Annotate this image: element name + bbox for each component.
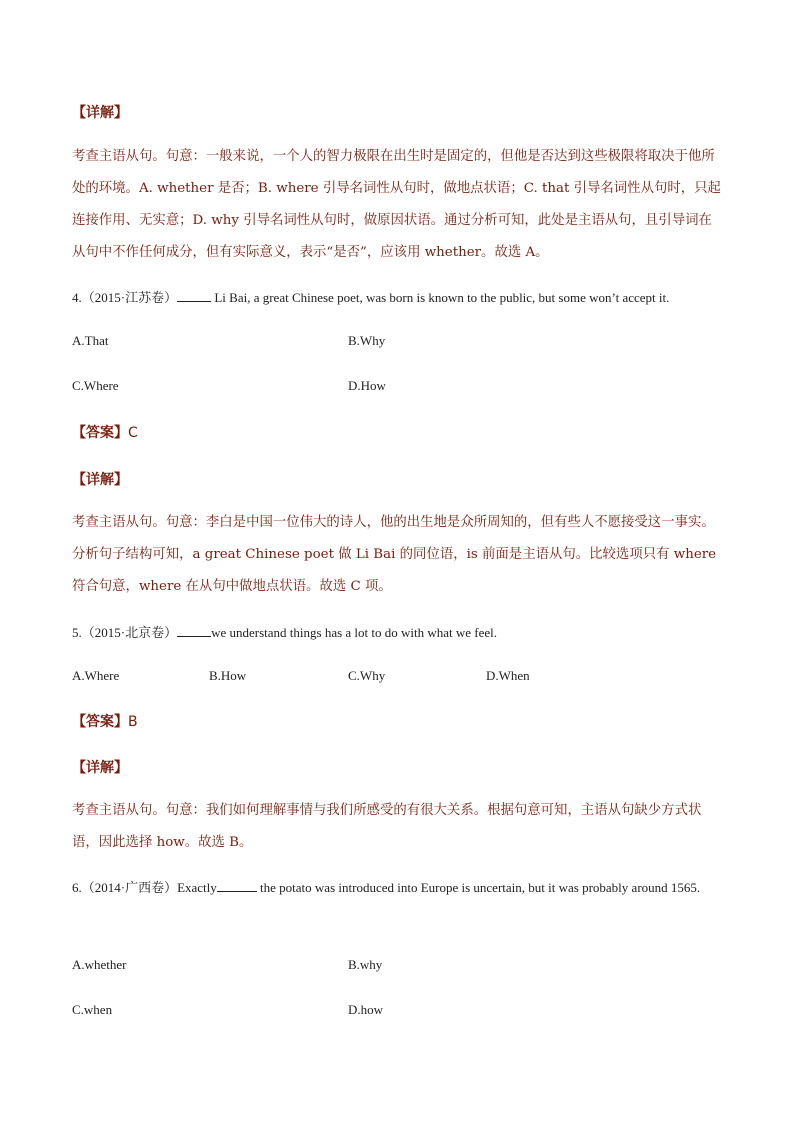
explanation-paragraph: 考查主语从句。句意：李白是中国一位伟大的诗人，他的出生地是众所周知的，但有些人不愿接受这一事实。分析句子结构可知，a great Chinese poet 做 Li Bai 的同位语，is 前面是主语从句。比较选项只有 where 符合句意，where 在从句中做地点状语。故选 C 项。 (72, 515, 717, 594)
option-a: A.That (72, 333, 109, 348)
option-c: C.Where (72, 378, 119, 393)
question-5 (72, 622, 722, 641)
explanation-paragraph: 考查主语从句。句意：一般来说，一个人的智力极限在出生时是固定的，但他是否达到这些极限将取决于他所处的环境。A. whether 是否；B. where 引导名词性从句时，做地点状语；C. that 引导名词性从句时，只起连接作用、无实意；D. why 引导名词性从句时，做原因状语。通过分析可知，此处是主语从句，且引导词在从句中不作任何成分，但有实际意义，表示“是否”，应该用 whether。故选 A。 (72, 149, 721, 260)
option-b: B.How (209, 668, 247, 683)
question-text: we understand things has a lot to do with what we feel. (211, 625, 498, 640)
question-prefix: 5.（2015·北京卷） (72, 625, 178, 640)
question-text: the potato was introduced into Europe is uncertain, but it was probably around 1565. (256, 880, 701, 895)
option-d: D.how (348, 1002, 384, 1017)
answer-line (72, 711, 722, 731)
option-a: A.whether (72, 957, 127, 972)
explanation-paragraph: 考查主语从句。句意：我们如何理解事情与我们所感受的有很大关系。根据句意可知，主语从句缺少方式状语，因此选择 how。故选 B。 (72, 803, 702, 850)
detail-heading: 【详解】 (72, 760, 128, 776)
question-prefix: 4.（2015·江苏卷） (72, 290, 178, 305)
question-6 (72, 872, 722, 904)
option-b: B.why (348, 957, 383, 972)
option-a: A.Where (72, 668, 120, 683)
answer-value: B (128, 714, 138, 730)
answer-value: C (128, 425, 138, 441)
answer-blank (177, 290, 211, 302)
question-text: Li Bai, a great Chinese poet, was born is known to the public, but some won’t accept it. (211, 290, 670, 305)
option-c: C.when (72, 1002, 113, 1017)
option-d: D.How (348, 378, 386, 393)
detail-heading: 【详解】 (72, 472, 128, 488)
answer-blank (217, 880, 257, 892)
option-b: B.Why (348, 333, 386, 348)
option-d: D.When (486, 668, 530, 683)
answer-heading: 【答案】 (72, 714, 128, 730)
answer-heading: 【答案】 (72, 425, 128, 441)
question-4 (72, 287, 722, 306)
question-prefix: 6.（2014·广西卷）Exactly (72, 880, 217, 895)
answer-line (72, 422, 722, 442)
detail-heading: 【详解】 (72, 105, 128, 121)
answer-blank (177, 625, 211, 637)
option-c: C.Why (348, 668, 386, 683)
